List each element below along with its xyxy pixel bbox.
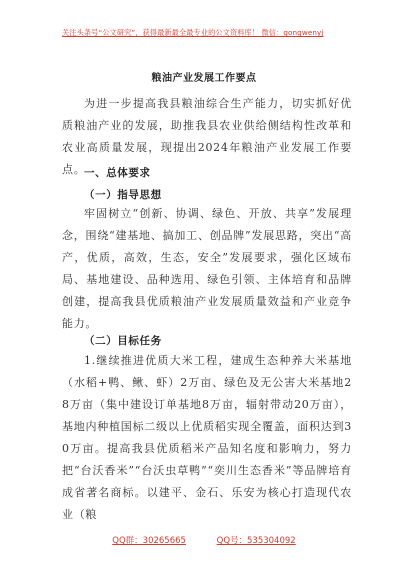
footer-contact bbox=[0, 534, 408, 546]
qq-number-link[interactable]: QQ号：535304092 bbox=[216, 536, 296, 546]
subsection-heading-guiding-ideology: （一）指导思想 bbox=[84, 189, 162, 201]
goals-tasks-paragraph: 1.继续推进优质大米工程，建成生态种养大米基地（水稻+鸭、鳅、虾）2万亩、绿色及无公害大米基地28万亩（集中建设订单基地8万亩，辐射带动20万亩），基地内种植国标二级以上优质稻实现全覆盖，面积达到30万亩。提高我县优质稻米产品知名度和影响力，努力把“台沃香米”“台沃虫草鸭”“奕川生态香米”等品牌培育成省著名商标。以建平、金石、乐安为核心打造现代农业（粮 bbox=[62, 354, 352, 521]
guiding-ideology-paragraph: 牢固树立“创新、协调、绿色、开放、共享”发展理念，围绕“建基地、搞加工、创品牌”发展思路，突出“高产，优质，高效，生态，安全”发展要求，强化区域布局、基地建设、品种选用、绿色引领、主体培育和品牌创建，提高我县优质粮油产业发展质量效益和产业竞争能力。 bbox=[62, 207, 352, 330]
header-banner[interactable]: 关注头条号“公文研究”，获得最新最全最专业的公文资料库！ 微信：gongwenyj bbox=[62, 28, 324, 37]
section-heading-general-requirements: 一、总体要求 bbox=[84, 167, 151, 179]
subsection-heading-goals-tasks: （二）目标任务 bbox=[84, 335, 162, 347]
document-title: 粮油产业发展工作要点 bbox=[151, 73, 257, 84]
intro-paragraph: 为进一步提高我县粮油综合生产能力，切实抓好优质粮油产业的发展，助推我县农业供给侧结构性改革和农业高质量发展，现提出2024年粮油产业发展工作要点。 bbox=[62, 97, 352, 176]
qq-group-link[interactable]: QQ群：30265665 bbox=[112, 536, 186, 546]
